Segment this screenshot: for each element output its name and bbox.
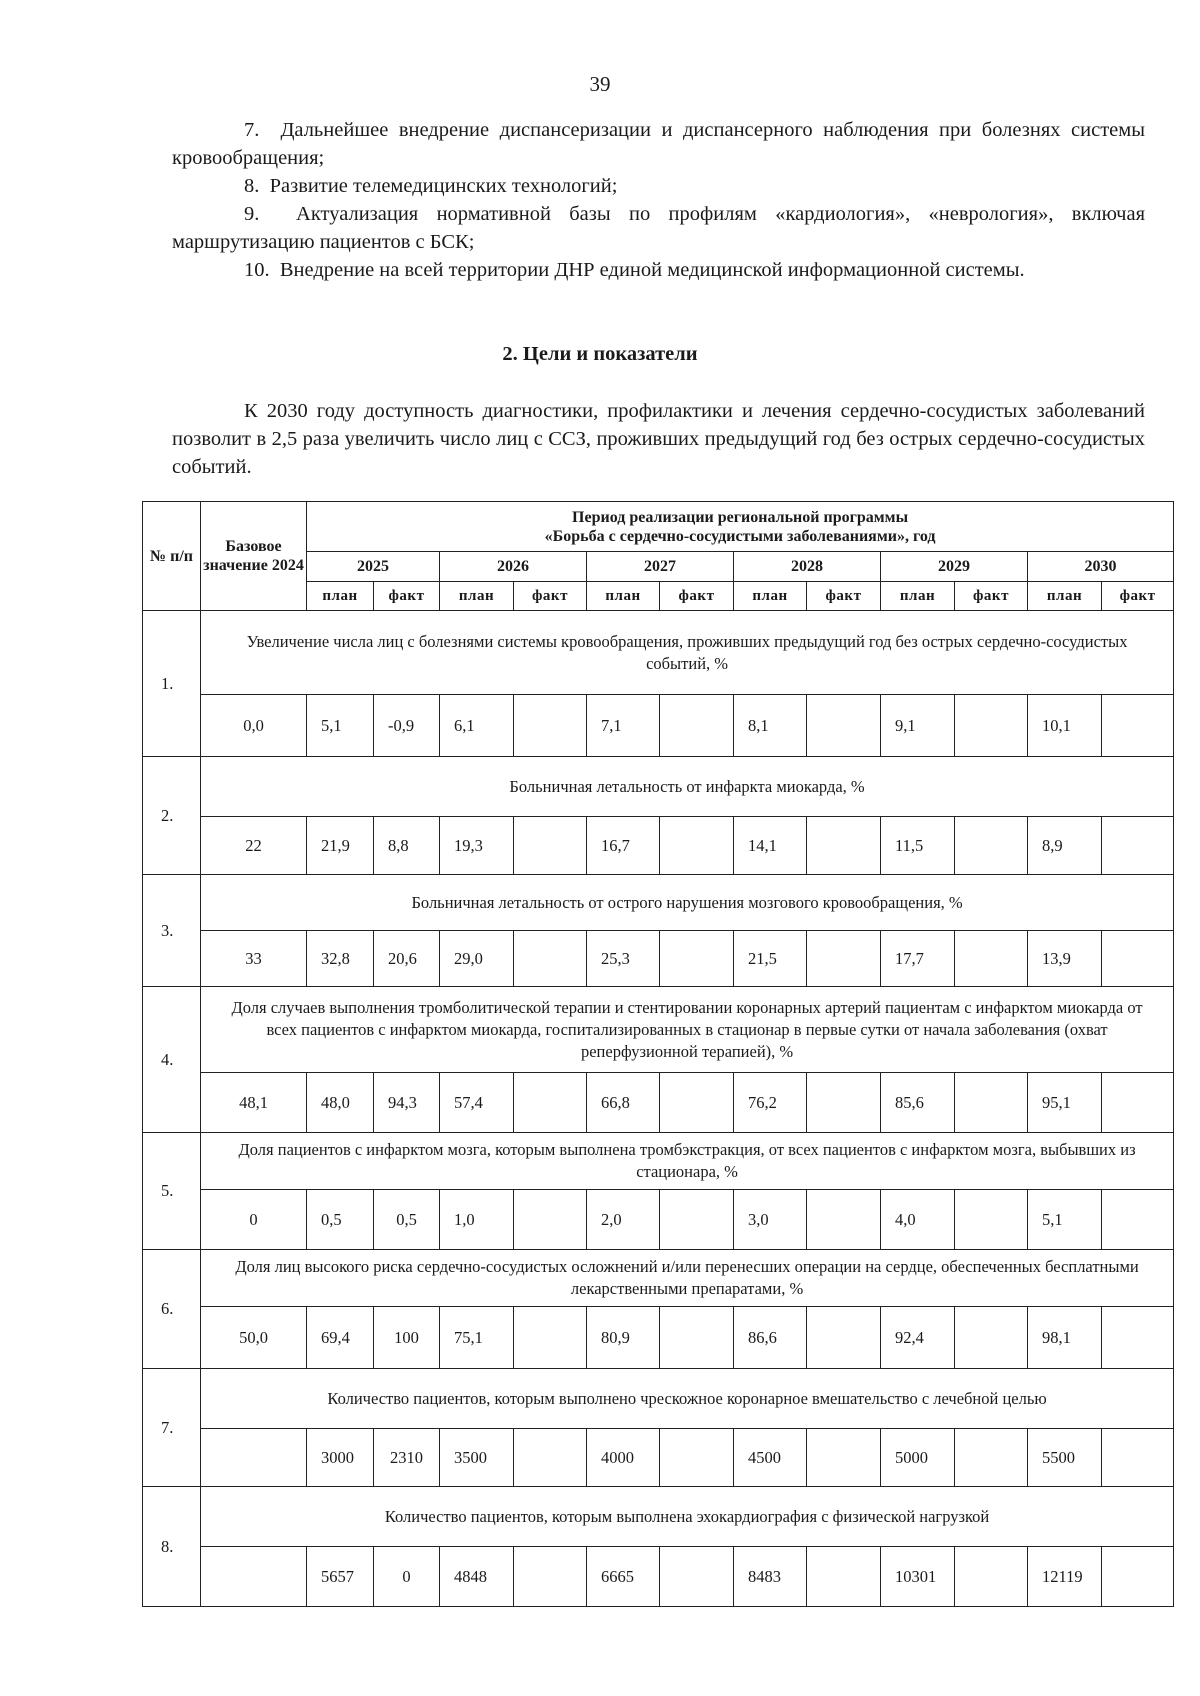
fact-value bbox=[1102, 1190, 1174, 1250]
fact-value bbox=[1102, 931, 1174, 987]
fact-value bbox=[1102, 817, 1174, 875]
header-base bbox=[201, 502, 307, 611]
row-number: 2. bbox=[143, 757, 201, 875]
fact-value bbox=[807, 1547, 881, 1607]
section-paragraph: К 2030 году доступность диагностики, профилактики и лечения сердечно-сосудистых заболеваний позволит в 2,5 раза увеличить число лиц с ССЗ, проживших предыдущий год без острых сердечно-сосудистых событий. bbox=[172, 400, 1145, 478]
fact-value bbox=[807, 695, 881, 757]
plan-header: план bbox=[881, 582, 955, 611]
plan-value: 9,1 bbox=[881, 695, 955, 757]
fact-value: 20,6 bbox=[374, 931, 440, 987]
base-value: 50,0 bbox=[201, 1307, 307, 1369]
indicator-values-row bbox=[143, 1307, 1174, 1369]
fact-value: -0,9 bbox=[374, 695, 440, 757]
plan-value: 3500 bbox=[440, 1429, 514, 1487]
fact-value bbox=[514, 1429, 587, 1487]
fact-value bbox=[514, 1190, 587, 1250]
intro-item-text: Внедрение на всей территории ДНР единой медицинской информационной системы. bbox=[279, 259, 1025, 281]
indicator-title: Доля пациентов с инфарктом мозга, которым выполнена тромбэкстракция, от всех пациентов с инфарктом мозга, выбывших из стационара, % bbox=[201, 1133, 1174, 1190]
plan-value: 4848 bbox=[440, 1547, 514, 1607]
plan-value: 21,5 bbox=[734, 931, 807, 987]
plan-value: 5,1 bbox=[307, 695, 374, 757]
intro-item-num: 8. bbox=[244, 175, 260, 197]
intro-item-7 bbox=[172, 116, 1145, 172]
intro-item-num: 9. bbox=[244, 203, 260, 225]
fact-header: факт bbox=[955, 582, 1028, 611]
year-header: 2027 bbox=[587, 552, 734, 582]
table-body bbox=[143, 611, 1174, 1607]
plan-value: 2,0 bbox=[587, 1190, 660, 1250]
plan-value: 19,3 bbox=[440, 817, 514, 875]
base-value: 0 bbox=[201, 1190, 307, 1250]
indicator-values-row bbox=[143, 695, 1174, 757]
year-header: 2026 bbox=[440, 552, 587, 582]
fact-value: 8,8 bbox=[374, 817, 440, 875]
fact-value bbox=[955, 817, 1028, 875]
fact-value bbox=[955, 1429, 1028, 1487]
intro-list bbox=[172, 116, 1145, 284]
fact-value bbox=[660, 817, 734, 875]
plan-header: план bbox=[440, 582, 514, 611]
fact-value: 100 bbox=[374, 1307, 440, 1369]
plan-value: 4,0 bbox=[881, 1190, 955, 1250]
fact-value bbox=[514, 695, 587, 757]
intro-item-text: Развитие телемедицинских технологий; bbox=[269, 175, 618, 197]
plan-value: 6665 bbox=[587, 1547, 660, 1607]
fact-value bbox=[807, 1429, 881, 1487]
plan-value: 16,7 bbox=[587, 817, 660, 875]
fact-value bbox=[514, 1307, 587, 1369]
row-number: 1. bbox=[143, 611, 201, 757]
row-number: 3. bbox=[143, 875, 201, 987]
row-number: 4. bbox=[143, 987, 201, 1133]
base-value: 48,1 bbox=[201, 1073, 307, 1133]
fact-value bbox=[1102, 1547, 1174, 1607]
plan-value: 80,9 bbox=[587, 1307, 660, 1369]
fact-value bbox=[1102, 1073, 1174, 1133]
year-header: 2028 bbox=[734, 552, 881, 582]
base-value bbox=[201, 1547, 307, 1607]
indicator-values-row bbox=[143, 1073, 1174, 1133]
indicators-table bbox=[142, 501, 1174, 1607]
fact-value bbox=[660, 1547, 734, 1607]
indicator-title-row bbox=[143, 987, 1174, 1073]
plan-value: 5500 bbox=[1028, 1429, 1102, 1487]
plan-value: 98,1 bbox=[1028, 1307, 1102, 1369]
plan-header: план bbox=[307, 582, 374, 611]
fact-value bbox=[1102, 1429, 1174, 1487]
fact-value bbox=[1102, 695, 1174, 757]
header-period-line1: Период реализации региональной программы bbox=[572, 508, 909, 526]
plan-value: 75,1 bbox=[440, 1307, 514, 1369]
intro-item-10 bbox=[172, 256, 1145, 284]
indicator-values-row bbox=[143, 931, 1174, 987]
intro-item-text: Актуализация нормативной базы по профилям «кардиология», «неврология», включая маршрутизацию пациентов с БСК; bbox=[172, 203, 1146, 253]
plan-value: 5657 bbox=[307, 1547, 374, 1607]
fact-value bbox=[660, 931, 734, 987]
fact-value: 2310 bbox=[374, 1429, 440, 1487]
plan-value: 10301 bbox=[881, 1547, 955, 1607]
plan-header: план bbox=[1028, 582, 1102, 611]
row-number: 6. bbox=[143, 1250, 201, 1369]
section-heading: 2. Цели и показатели bbox=[502, 343, 698, 365]
row-number: 5. bbox=[143, 1133, 201, 1250]
plan-value: 86,6 bbox=[734, 1307, 807, 1369]
indicator-title: Больничная летальность от инфаркта миокарда, % bbox=[201, 757, 1174, 817]
fact-value bbox=[514, 1547, 587, 1607]
fact-header: факт bbox=[374, 582, 440, 611]
fact-value bbox=[955, 695, 1028, 757]
plan-value: 13,9 bbox=[1028, 931, 1102, 987]
fact-value bbox=[955, 1307, 1028, 1369]
fact-value bbox=[955, 931, 1028, 987]
base-value: 0,0 bbox=[201, 695, 307, 757]
plan-value: 21,9 bbox=[307, 817, 374, 875]
header-period bbox=[307, 502, 1174, 552]
plan-value: 17,7 bbox=[881, 931, 955, 987]
plan-value: 25,3 bbox=[587, 931, 660, 987]
intro-item-num: 7. bbox=[244, 119, 260, 141]
plan-value: 66,8 bbox=[587, 1073, 660, 1133]
indicator-title: Количество пациентов, которым выполнено чрескожное коронарное вмешательство с лечебной целью bbox=[201, 1369, 1174, 1429]
plan-value: 0,5 bbox=[307, 1190, 374, 1250]
indicator-title: Доля случаев выполнения тромболитической терапии и стентировании коронарных артерий пациентам с инфарктом миокарда от всех пациентов с инфарктом миокарда, госпитализированных в стационар в первые сутки от начала заболевания (охват реперфузионной терапией), % bbox=[201, 987, 1174, 1073]
indicator-title: Увеличение числа лиц с болезнями системы кровообращения, проживших предыдущий год без острых сердечно-сосудистых событий, % bbox=[201, 611, 1174, 695]
intro-item-9 bbox=[172, 200, 1145, 256]
fact-value bbox=[660, 1073, 734, 1133]
indicator-values-row bbox=[143, 1547, 1174, 1607]
indicator-title: Доля лиц высокого риска сердечно-сосудистых осложнений и/или перенесших операции на сердце, обеспеченных бесплатными лекарственными препаратами, % bbox=[201, 1250, 1174, 1307]
fact-value bbox=[807, 1190, 881, 1250]
base-value bbox=[201, 1429, 307, 1487]
plan-value: 69,4 bbox=[307, 1307, 374, 1369]
fact-value: 94,3 bbox=[374, 1073, 440, 1133]
page-number: 39 bbox=[589, 72, 611, 96]
plan-value: 4000 bbox=[587, 1429, 660, 1487]
fact-value bbox=[955, 1190, 1028, 1250]
fact-value bbox=[660, 695, 734, 757]
indicator-title-row bbox=[143, 1369, 1174, 1429]
fact-value bbox=[807, 1307, 881, 1369]
fact-value bbox=[955, 1547, 1028, 1607]
fact-value: 0 bbox=[374, 1547, 440, 1607]
year-header: 2029 bbox=[881, 552, 1028, 582]
fact-header: факт bbox=[660, 582, 734, 611]
fact-value bbox=[660, 1429, 734, 1487]
plan-header: план bbox=[734, 582, 807, 611]
fact-value: 0,5 bbox=[374, 1190, 440, 1250]
intro-item-num: 10. bbox=[244, 259, 270, 281]
plan-value: 3,0 bbox=[734, 1190, 807, 1250]
base-value: 22 bbox=[201, 817, 307, 875]
header-period-line2: «Борьба с сердечно-сосудистыми заболеваниями», год bbox=[544, 527, 936, 545]
indicator-values-row bbox=[143, 1429, 1174, 1487]
intro-item-text: Дальнейшее внедрение диспансеризации и диспансерного наблюдения при болезнях системы кровообращения; bbox=[172, 119, 1146, 169]
plan-value: 10,1 bbox=[1028, 695, 1102, 757]
indicator-title-row bbox=[143, 611, 1174, 695]
plan-value: 1,0 bbox=[440, 1190, 514, 1250]
plan-value: 32,8 bbox=[307, 931, 374, 987]
plan-value: 11,5 bbox=[881, 817, 955, 875]
plan-value: 48,0 bbox=[307, 1073, 374, 1133]
fact-value bbox=[807, 931, 881, 987]
plan-value: 8,9 bbox=[1028, 817, 1102, 875]
plan-value: 8483 bbox=[734, 1547, 807, 1607]
plan-value: 5000 bbox=[881, 1429, 955, 1487]
intro-item-8 bbox=[172, 172, 1145, 200]
indicator-title-row bbox=[143, 1250, 1174, 1307]
plan-value: 85,6 bbox=[881, 1073, 955, 1133]
plan-value: 95,1 bbox=[1028, 1073, 1102, 1133]
indicator-title: Больничная летальность от острого нарушения мозгового кровообращения, % bbox=[201, 875, 1174, 931]
fact-value bbox=[660, 1307, 734, 1369]
fact-header: факт bbox=[514, 582, 587, 611]
indicator-title-row bbox=[143, 1487, 1174, 1547]
indicator-title: Количество пациентов, которым выполнена эхокардиография с физической нагрузкой bbox=[201, 1487, 1174, 1547]
plan-value: 29,0 bbox=[440, 931, 514, 987]
header-base-text: Базовое значение 2024 bbox=[203, 538, 304, 574]
plan-value: 7,1 bbox=[587, 695, 660, 757]
fact-value bbox=[807, 1073, 881, 1133]
row-number: 8. bbox=[143, 1487, 201, 1607]
plan-value: 6,1 bbox=[440, 695, 514, 757]
indicator-values-row bbox=[143, 1190, 1174, 1250]
year-header: 2030 bbox=[1028, 552, 1174, 582]
fact-value bbox=[1102, 1307, 1174, 1369]
fact-value bbox=[514, 817, 587, 875]
plan-value: 5,1 bbox=[1028, 1190, 1102, 1250]
plan-value: 3000 bbox=[307, 1429, 374, 1487]
indicator-title-row bbox=[143, 757, 1174, 817]
fact-value bbox=[514, 1073, 587, 1133]
plan-value: 4500 bbox=[734, 1429, 807, 1487]
indicator-values-row bbox=[143, 817, 1174, 875]
indicator-title-row bbox=[143, 875, 1174, 931]
plan-header: план bbox=[587, 582, 660, 611]
section-paragraph-wrap bbox=[172, 397, 1145, 481]
plan-value: 12119 bbox=[1028, 1547, 1102, 1607]
fact-header: факт bbox=[1102, 582, 1174, 611]
plan-value: 76,2 bbox=[734, 1073, 807, 1133]
year-header: 2025 bbox=[307, 552, 440, 582]
row-number: 7. bbox=[143, 1369, 201, 1487]
fact-value bbox=[660, 1190, 734, 1250]
plan-value: 57,4 bbox=[440, 1073, 514, 1133]
plan-value: 14,1 bbox=[734, 817, 807, 875]
header-num: № п/п bbox=[143, 502, 201, 611]
fact-value bbox=[514, 931, 587, 987]
fact-value bbox=[807, 817, 881, 875]
fact-value bbox=[955, 1073, 1028, 1133]
fact-header: факт bbox=[807, 582, 881, 611]
indicator-title-row bbox=[143, 1133, 1174, 1190]
plan-value: 92,4 bbox=[881, 1307, 955, 1369]
plan-value: 8,1 bbox=[734, 695, 807, 757]
base-value: 33 bbox=[201, 931, 307, 987]
